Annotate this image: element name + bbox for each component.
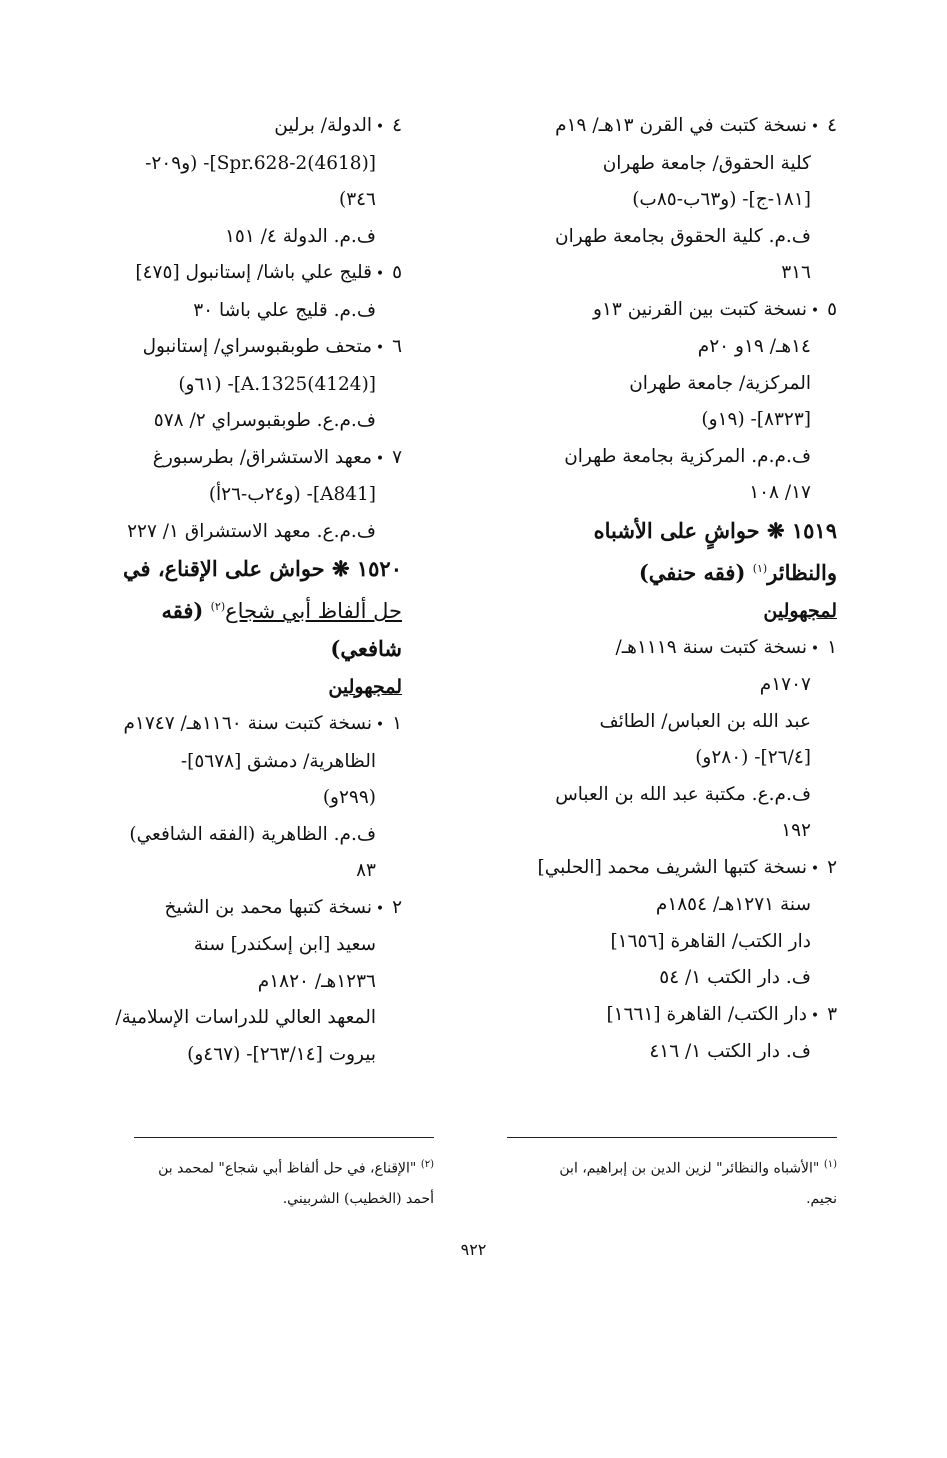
entry-number: ٤	[827, 115, 837, 136]
entry-line: ٣١٦	[781, 262, 811, 283]
entry-line: ف.م. كلية الحقوق بجامعة طهران	[554, 225, 811, 247]
footnote-rule-left	[134, 1137, 434, 1138]
right-a-entry-2	[477, 292, 837, 512]
left-b-entry-2	[72, 890, 402, 1074]
bullet-icon: •	[810, 119, 820, 135]
bullet-icon: •	[810, 640, 820, 657]
bullet-icon: •	[375, 266, 385, 282]
entry-first-line	[72, 440, 402, 478]
entry-line: نسخة كتبت سنة ١١١٩هـ/	[615, 636, 807, 658]
entry-line: [٢٦/٤]- (٢٨٠و)	[695, 747, 811, 768]
entry-line: نسخة كتبت في القرن ١٣هـ/ ١٩م	[555, 115, 807, 136]
left-a-entry-4	[72, 440, 402, 551]
entry-line: الظاهرية/ دمشق [٥٦٧٨]-	[180, 750, 376, 772]
right-column	[477, 108, 837, 1071]
bullet-icon: •	[375, 119, 385, 135]
entry-line: نسخة كتبت بين القرنين ١٣و	[593, 298, 807, 320]
right-b-entry-2	[477, 850, 837, 997]
heading-title-text: حل ألفاظ أبي شجاع	[225, 599, 402, 623]
entry-line: ف.م.ع. طوبقبوسراي ٢/ ٥٧٨	[153, 410, 376, 431]
entry-line: قليج علي باشا/ إستانبول [٤٧٥]	[135, 262, 372, 283]
bullet-icon: •	[810, 302, 820, 319]
footnote-1-mark: (١)	[823, 1159, 837, 1170]
entry-line: سنة ١٢٧١هـ/ ١٨٥٤م	[655, 894, 811, 915]
footnote-mark: (١)	[752, 561, 768, 575]
entry-number: ٢	[827, 856, 837, 878]
bullet-icon: •	[375, 900, 385, 917]
right-b-entry-3	[477, 997, 837, 1071]
heading-line-1: ١٥١٩ ❋ حواشٍ على الأشباه	[593, 517, 837, 543]
entry-line: كلية الحقوق/ جامعة طهران	[602, 152, 811, 174]
entry-number: ١	[392, 713, 402, 734]
entry-number: ٥	[827, 298, 837, 320]
footnote-1-line-1: "الأشباه والنظائر" لزين الدين بن إبراهيم، ابن	[559, 1160, 820, 1177]
entry-line: الدولة/ برلين	[274, 115, 372, 136]
entry-line: ف. دار الكتب ١/ ٥٤	[659, 967, 811, 988]
heading-line-2	[72, 588, 402, 630]
entry-first-line	[477, 292, 837, 330]
entry-line: [١٨١-ج]- (و٦٣ب-٨٥ب)	[632, 189, 811, 210]
entry-first-line	[72, 890, 402, 928]
entry-line: المركزية/ جامعة طهران	[629, 372, 811, 394]
bullet-icon: •	[375, 340, 385, 356]
entry-number: ٧	[392, 446, 402, 468]
entry-line: ٣٤٦)	[338, 189, 376, 210]
bullet-icon: •	[375, 717, 385, 733]
entry-line: ١٩٢	[781, 820, 811, 841]
entry-first-line	[477, 108, 837, 146]
entry-line: ف.م.ع. مكتبة عبد الله بن العباس	[555, 783, 811, 805]
entry-number: ٥	[392, 262, 402, 283]
entry-first-line	[477, 850, 837, 888]
right-a-entry-1	[477, 108, 837, 292]
footnote-2-line-1: "الإقناع، في حل ألفاظ أبي شجاع" لمحمد بن	[158, 1160, 417, 1177]
entry-line: نسخة كتبها محمد بن الشيخ	[164, 896, 372, 918]
heading-line-2	[477, 550, 837, 592]
entry-line: ١٢٣٦هـ/ ١٨٢٠م	[257, 970, 376, 992]
entry-line: (٢٩٩و)	[322, 787, 376, 808]
entry-first-line	[477, 630, 837, 668]
left-b-entry-1	[72, 706, 402, 890]
heading-line-3: شافعي)	[330, 636, 402, 661]
heading-category: (فقه	[161, 598, 204, 623]
bullet-icon: •	[375, 450, 385, 467]
entry-number: ٤	[392, 115, 402, 136]
bullet-icon: •	[810, 1007, 820, 1024]
entry-first-line	[72, 108, 402, 146]
entry-line: المعهد العالي للدراسات الإسلامية/	[115, 1007, 376, 1028]
entry-line: عبد الله بن العباس/ الطائف	[599, 710, 811, 732]
left-title-heading	[72, 550, 402, 706]
entry-line: سعيد [ابن إسكندر] سنة	[193, 934, 376, 955]
left-a-entry-3	[72, 329, 402, 440]
entry-first-line	[477, 997, 837, 1035]
left-a-entry-2	[72, 255, 402, 329]
entry-line: [٨٣٢٣]- (١٩و)	[701, 409, 811, 430]
entry-line: ف.م. الدولة ٤/ ١٥١	[224, 225, 376, 247]
footnote-1-line-2: نجيم.	[806, 1190, 837, 1207]
entry-line: ف.م.م. المركزية بجامعة طهران	[564, 445, 811, 467]
entry-line: ٨٣	[356, 860, 376, 881]
entry-line: نسخة كتبت سنة ١١٦٠هـ/ ١٧٤٧م	[123, 713, 372, 734]
entry-line: ١٧/ ١٠٨	[749, 482, 811, 503]
entry-line: نسخة كتبها الشريف محمد [الحلبي]	[537, 856, 807, 878]
footnote-2	[104, 1150, 434, 1214]
entry-line: [(4618)Spr.628-2]- (و٢٠٩-	[145, 152, 376, 174]
heading-category: (فقه حنفي)	[638, 559, 746, 585]
entry-first-line	[72, 706, 402, 744]
right-b-entry-1	[477, 630, 837, 850]
entry-line: [(4124)A.1325]- (٦١و)	[178, 373, 376, 395]
bullet-icon: •	[810, 860, 820, 877]
entry-line: ف.م. قليج علي باشا ٣٠	[193, 299, 376, 321]
page-number: ٩٢٢	[460, 1240, 487, 1259]
entry-first-line	[72, 329, 402, 367]
entry-line: متحف طوبقبوسراي/ إستانبول	[142, 336, 372, 357]
left-column	[72, 108, 402, 1073]
entry-line: ف.م. الظاهرية (الفقه الشافعي)	[129, 823, 376, 845]
entry-line: ١٧٠٧م	[759, 674, 811, 695]
footnote-2-mark: (٢)	[420, 1159, 434, 1170]
entry-first-line	[72, 255, 402, 293]
entry-line: ف.م.ع. معهد الاستشراق ١/ ٢٢٧	[127, 520, 376, 542]
footnote-2-line-2: أحمد (الخطيب) الشربيني.	[282, 1190, 434, 1207]
entry-line: [A841]- (و٢٤ب-٢٦أ)	[208, 484, 376, 505]
entry-number: ٦	[392, 336, 402, 357]
footnote-1	[507, 1150, 837, 1214]
entry-line: دار الكتب/ القاهرة [١٦٥٦]	[610, 930, 811, 952]
footnote-rule-right	[507, 1137, 837, 1138]
heading-title-text: والنظائر	[767, 559, 837, 585]
heading-line-1: ١٥٢٠ ❋ حواش على الإقناع، في	[123, 556, 402, 581]
footnote-mark: (٢)	[210, 600, 226, 613]
heading-author: لمجهولين	[328, 676, 402, 698]
entry-number: ١	[827, 636, 837, 658]
heading-author: لمجهولين	[763, 599, 837, 622]
entry-line: ١٤هـ/ ١٩و ٢٠م	[697, 336, 811, 357]
entry-line: ف. دار الكتب ١/ ٤١٦	[649, 1041, 811, 1062]
entry-line: بيروت [٢٦٣/١٤]- (٤٦٧و)	[187, 1043, 376, 1065]
left-a-entry-1	[72, 108, 402, 255]
entry-line: معهد الاستشراق/ بطرسبورغ	[152, 446, 372, 468]
entry-number: ٣	[827, 1003, 837, 1025]
entry-line: دار الكتب/ القاهرة [١٦٦١]	[606, 1003, 807, 1025]
entry-number: ٢	[392, 896, 402, 918]
right-title-heading	[477, 512, 837, 630]
